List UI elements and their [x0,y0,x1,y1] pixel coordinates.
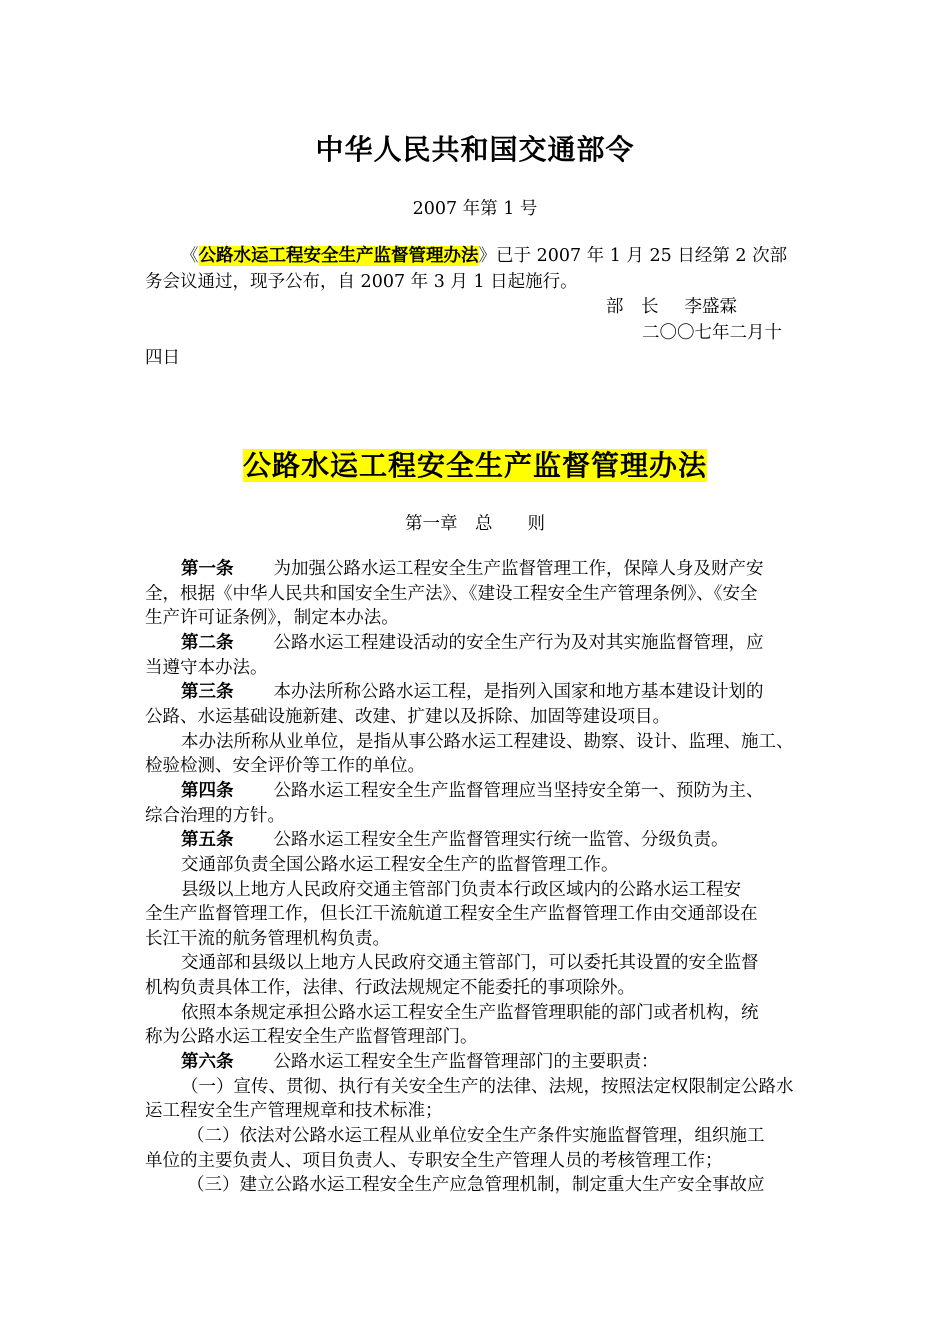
body-text: 为加强公路水运工程安全生产监督管理工作，保障人身及财产安 [273,559,764,579]
body-text: 全生产监督管理工作，但长江干流航道工程安全生产监督管理工作由交通部设在 [145,904,758,925]
body-line [145,976,805,1001]
decree-number: 2007 年第 1 号 [412,199,538,219]
signer-name: 李盛霖 [684,297,737,317]
body-line [145,1099,805,1124]
body-line [145,582,805,607]
body-text: 综合治理的方针。 [145,805,285,826]
body-line [145,705,805,730]
body-text: 本办法所称从业单位，是指从事公路水运工程建设、勘察、设计、监理、施工、 [181,731,794,752]
promulgation-text: 已于 2007 年 1 月 25 日经第 2 次部 [496,246,788,266]
chapter-heading: 第一章 总 则 [405,514,545,534]
body-line [145,1025,805,1050]
article-label: 第六条 [181,1052,234,1072]
body-text: 生产许可证条例》，制定本办法。 [145,608,399,629]
article-label: 第三条 [181,682,234,703]
open-quote: 《 [181,246,199,266]
body-line [145,779,805,804]
body-line [145,606,805,631]
body-line [145,927,805,952]
highlighted-regulation-title: 公路水运工程安全生产监督管理办法 [242,449,707,482]
body-line [145,730,841,755]
signer-title: 部 长 [606,297,659,317]
body-line [145,804,805,829]
article-label: 第一条 [181,559,234,579]
body-line [145,631,805,656]
body-line [145,951,841,976]
body-line [145,1001,841,1026]
body-text: 交通部和县级以上地方人民政府交通主管部门，可以委托其设置的安全监督 [181,953,759,974]
body-text: 运工程安全生产管理规章和技术标准； [145,1101,443,1122]
article-label: 第五条 [181,830,234,851]
body-line [145,902,805,927]
date-line-1: 二〇〇七年二月十 [642,323,782,343]
body-text: 全，根据《中华人民共和国安全生产法》、《建设工程安全生产管理条例》、《安全 [145,583,758,604]
body-text: 交通部负责全国公路水运工程安全生产的监督管理工作。 [181,854,619,875]
body-text: （一）宣传、贯彻、执行有关安全生产的法律、法规，按照法定权限制定公路水 [181,1076,794,1097]
body-text: （三）建立公路水运工程安全生产应急管理机制，制定重大生产安全事故应 [187,1175,765,1196]
body-line [145,853,841,878]
signature-line [606,295,806,320]
body-line [145,828,805,853]
body-line [145,680,805,705]
body-text: 公路水运工程安全生产监督管理实行统一监管、分级负责。 [273,830,729,851]
body-line [145,656,805,681]
promulgation-line-1 [145,244,805,269]
close-quote: 》 [478,246,496,266]
body-line [145,557,805,582]
body-text: 当遵守本办法。 [145,657,268,678]
promulgation-line-2: 务会议通过，现予公布，自 2007 年 3 月 1 日起施行。 [145,272,578,292]
body-text: 公路水运工程安全生产监督管理部门的主要职责： [273,1052,659,1072]
body-text: 称为公路水运工程安全生产监督管理部门。 [145,1027,478,1048]
body-text: 公路水运工程建设活动的安全生产行为及对其实施监督管理，应 [273,633,764,653]
body-text: 长江干流的航务管理机构负责。 [145,928,390,949]
body-text: 公路水运工程安全生产监督管理应当坚持安全第一、预防为主、 [273,780,764,801]
body-text: 公路、水运基础设施新建、改建、扩建以及拆除、加固等建设项目。 [145,706,670,727]
body-text: （二）依法对公路水运工程从业单位安全生产条件实施监督管理，组织施工 [187,1125,765,1146]
highlighted-law-name: 公路水运工程安全生产监督管理办法 [198,246,479,266]
article-label: 第四条 [181,780,234,801]
body-text: 县级以上地方人民政府交通主管部门负责本行政区域内的公路水运工程安 [181,879,741,900]
body-text: 机构负责具体工作，法律、行政法规规定不能委托的事项除外。 [145,978,635,998]
body-text: 检验检测、安全评价等工作的单位。 [145,756,425,777]
body-line [145,1050,805,1075]
body-line [145,1173,847,1198]
body-text: 本办法所称公路水运工程，是指列入国家和地方基本建设计划的 [273,682,764,703]
body-line [145,1124,847,1149]
body-text: 单位的主要负责人、项目负责人、专职安全生产管理人员的考核管理工作； [145,1150,723,1171]
article-label: 第二条 [181,633,234,653]
body-text: 依照本条规定承担公路水运工程安全生产监督管理职能的部门或者机构，统 [181,1002,759,1023]
body-line [145,754,805,779]
body-line [145,878,841,903]
decree-title: 中华人民共和国交通部令 [315,133,635,166]
body-line [145,1149,805,1174]
regulation-title [0,448,950,484]
body-line [145,1075,841,1100]
date-line-2: 四日 [145,348,180,368]
